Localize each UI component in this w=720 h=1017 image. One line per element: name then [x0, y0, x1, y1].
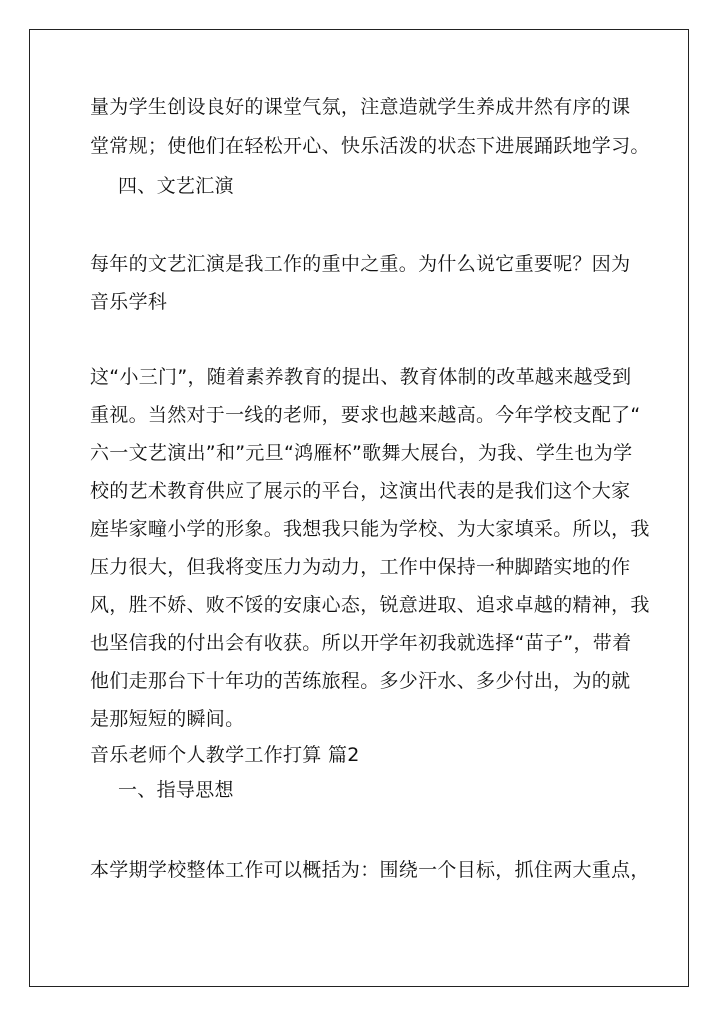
paragraph-line: 庭毕家疃小学的形象。我想我只能为学校、为大家填采。所以，我 [90, 518, 650, 540]
paragraph-line: 风，胜不娇、败不馁的安康心态，锐意进取、追求卓越的精神，我 [90, 594, 650, 616]
paragraph-line: 这“小三门”，随着素养教育的提出、教育体制的改革越来越受到 [90, 366, 632, 388]
paragraph-line: 也坚信我的付出会有收获。所以开学年初我就选择“苗子”，带着 [90, 632, 632, 654]
paragraph-line: 六一文艺演出”和”元旦“鸿雁杯”歌舞大展台，为我、学生也为学 [90, 442, 633, 464]
page-border [29, 29, 689, 987]
paragraph-line: 本学期学校整体工作可以概括为：围绕一个目标，抓住两大重点， [90, 859, 650, 881]
paragraph-line: 堂常规；使他们在轻松开心、快乐活泼的状态下进展踊跃地学习。 [90, 135, 650, 157]
paragraph-line: 每年的文艺汇演是我工作的重中之重。为什么说它重要呢？因为 [90, 253, 631, 275]
paragraph-line: 音乐学科 [90, 291, 168, 313]
paragraph-line: 是那短短的瞬间。 [90, 708, 245, 730]
section-title: 音乐老师个人教学工作打算 篇2 [90, 744, 360, 766]
paragraph-line: 压力很大，但我将变压力为动力，工作中保持一种脚踏实地的作 [90, 556, 631, 578]
paragraph-line: 重视。当然对于一线的老师，要求也越来越高。今年学校支配了“ [90, 404, 641, 426]
paragraph-line: 量为学生创设良好的课堂气氛，注意造就学生养成井然有序的课 [90, 96, 631, 118]
paragraph-line: 他们走那台下十年功的苦练旅程。多少汗水、多少付出，为的就 [90, 670, 631, 692]
paragraph-line: 校的艺术教育供应了展示的平台，这演出代表的是我们这个大家 [90, 480, 631, 502]
section-heading: 一、指导思想 [118, 779, 234, 801]
section-heading: 四、文艺汇演 [118, 175, 234, 197]
